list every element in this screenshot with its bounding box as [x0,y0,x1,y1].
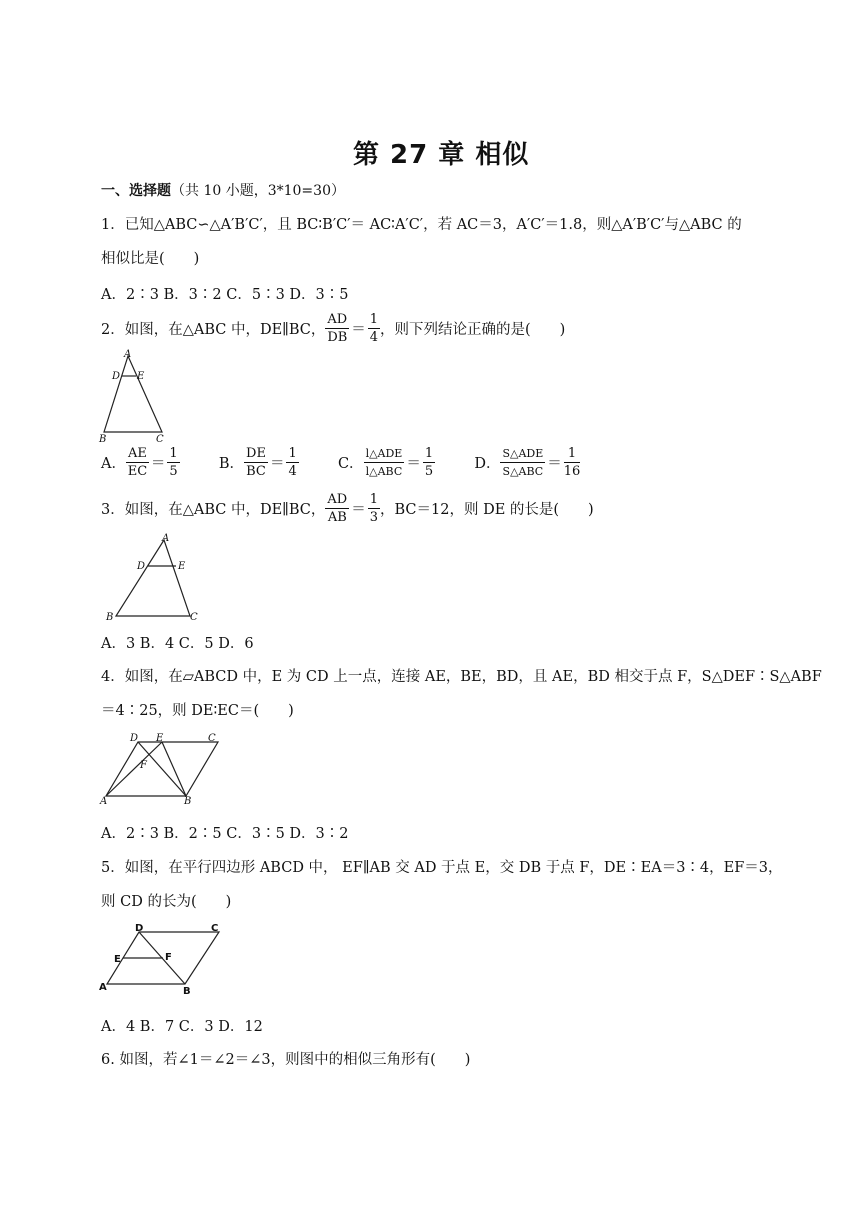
q5-label-a: A [99,982,107,993]
q4-label-b: B [184,796,192,806]
section-header [101,180,345,200]
q4-line1: 4．如图，在▱ABCD 中，E 为 CD 上一点，连接 AE，BE，BD，且 AE，BD 相交于点 F，S△DEF∶S△ABF [101,669,822,685]
q3-stem [101,492,594,525]
q6-line1: 6. 如图，若∠1＝∠2＝∠3，则图中的相似三角形有( ) [101,1052,471,1068]
section-label: 一、选择题 [101,183,171,199]
q2-option-c-value: $\frac{1}{5}$ [424,446,434,479]
q3-suffix: ，BC＝12，则 DE 的长是( ) [380,502,594,518]
section-note: （共 10 小题，3*10=30） [171,183,345,199]
q2-option-b-frac: $\frac{DE}{BC}$ [246,446,266,479]
q2-option-b-value: $\frac{1}{4}$ [288,446,297,479]
q2-fraction-value: $\frac{1}{4}$ [369,312,378,345]
q5-label-d: D [135,923,144,934]
q1-line1: 1．已知△ABC∽△A′B′C′，且 BC∶B′C′＝ AC∶A′C′，若 AC＝3，A′C′＝1.8，则△A′B′C′与△ABC 的 [101,217,742,233]
q2-option-d-value: $\frac{1}{16}$ [563,446,581,479]
q5-options: A．4 B．7 C．3 D．12 [101,1019,263,1035]
q5-parallelogram-figure [97,922,233,998]
q5-line1: 5．如图，在平行四边形 ABCD 中， EF∥AB 交 AD 于点 E，交 DB 于点 F，DE∶EA＝3∶4，EF＝3， [101,860,783,876]
q3-options: A．3 B．4 C．5 D．6 [101,636,254,652]
q2-label-a: A [124,349,132,360]
q2-options: A． $\frac{AE}{EC}$ ＝ $\frac{1}{5}$ B． $\frac{DE}{BC}$ ＝ $\frac{1}{4}$ C． $\frac{\text{l△ADE}}{\text{l△ABC}}$ ＝ $\frac{1}{5}$ D． $\frac{\text{S△ADE}}{\text{S△ABC}}$ ＝ $\frac{1}{16}$ [101,446,581,479]
q2-label-c: C [156,434,164,444]
q1-line2: 相似比是( ) [101,251,200,267]
q2-fraction-ad-db: $\frac{AD}{DB}$ [327,312,348,345]
q5-label-c: C [211,923,219,934]
q3-label-b: B [106,612,114,623]
q3-fraction-ad-ab: $\frac{AD}{AB}$ [327,492,348,525]
q3-fraction-value: $\frac{1}{3}$ [369,492,378,525]
q4-line2: ＝4∶25，则 DE∶EC＝( ) [101,703,294,719]
q3-triangle-figure [100,532,205,624]
q3-label-e: E [178,561,186,572]
q2-label-e: E [137,371,145,382]
q4-label-a: A [100,796,108,806]
q2-stem [101,312,565,345]
q4-label-d: D [130,733,139,744]
q2-prefix: 2．如图，在△ABC 中，DE∥BC， [101,322,326,338]
q5-label-b: B [183,986,191,997]
q1-options: A．2∶3 B．3∶2 C．5∶3 D．3∶5 [101,287,349,303]
q4-options: A．2∶3 B．2∶5 C．3∶5 D．3∶2 [101,826,349,842]
q3-prefix: 3．如图，在△ABC 中，DE∥BC， [101,502,326,518]
q3-label-d: D [137,561,146,572]
q4-label-e: E [156,733,164,744]
q2-label-b: B [99,434,107,444]
q2-option-a-label: A． [101,456,126,472]
q3-label-c: C [190,612,198,623]
q2-suffix: ，则下列结论正确的是( ) [380,322,566,338]
q2-equals: ＝ [351,322,366,338]
q2-triangle-figure [98,348,173,444]
q2-option-c-label: C． [337,456,364,472]
q4-parallelogram-figure [98,730,226,806]
q2-option-d-frac: $\frac{\text{S△ADE}}{\text{S△ABC}}$ [502,447,544,478]
q3-equals: ＝ [351,502,366,518]
q5-label-e: E [114,954,121,965]
q4-label-f: F [140,760,147,771]
q2-label-d: D [112,371,121,382]
page-title: 第 27 章 相似 [353,140,530,170]
q5-line2: 则 CD 的长为( ) [101,894,232,910]
q2-option-d-label: D． [474,456,501,472]
q4-label-c: C [208,733,216,744]
q2-option-c-frac: $\frac{\text{l△ADE}}{\text{l△ABC}}$ [365,447,403,478]
q2-option-a-value: $\frac{1}{5}$ [169,446,178,479]
q2-option-b-label: B． [218,456,245,472]
q2-option-a-frac: $\frac{AE}{EC}$ [127,446,148,479]
q3-label-a: A [162,533,170,544]
q5-label-f: F [165,952,172,963]
